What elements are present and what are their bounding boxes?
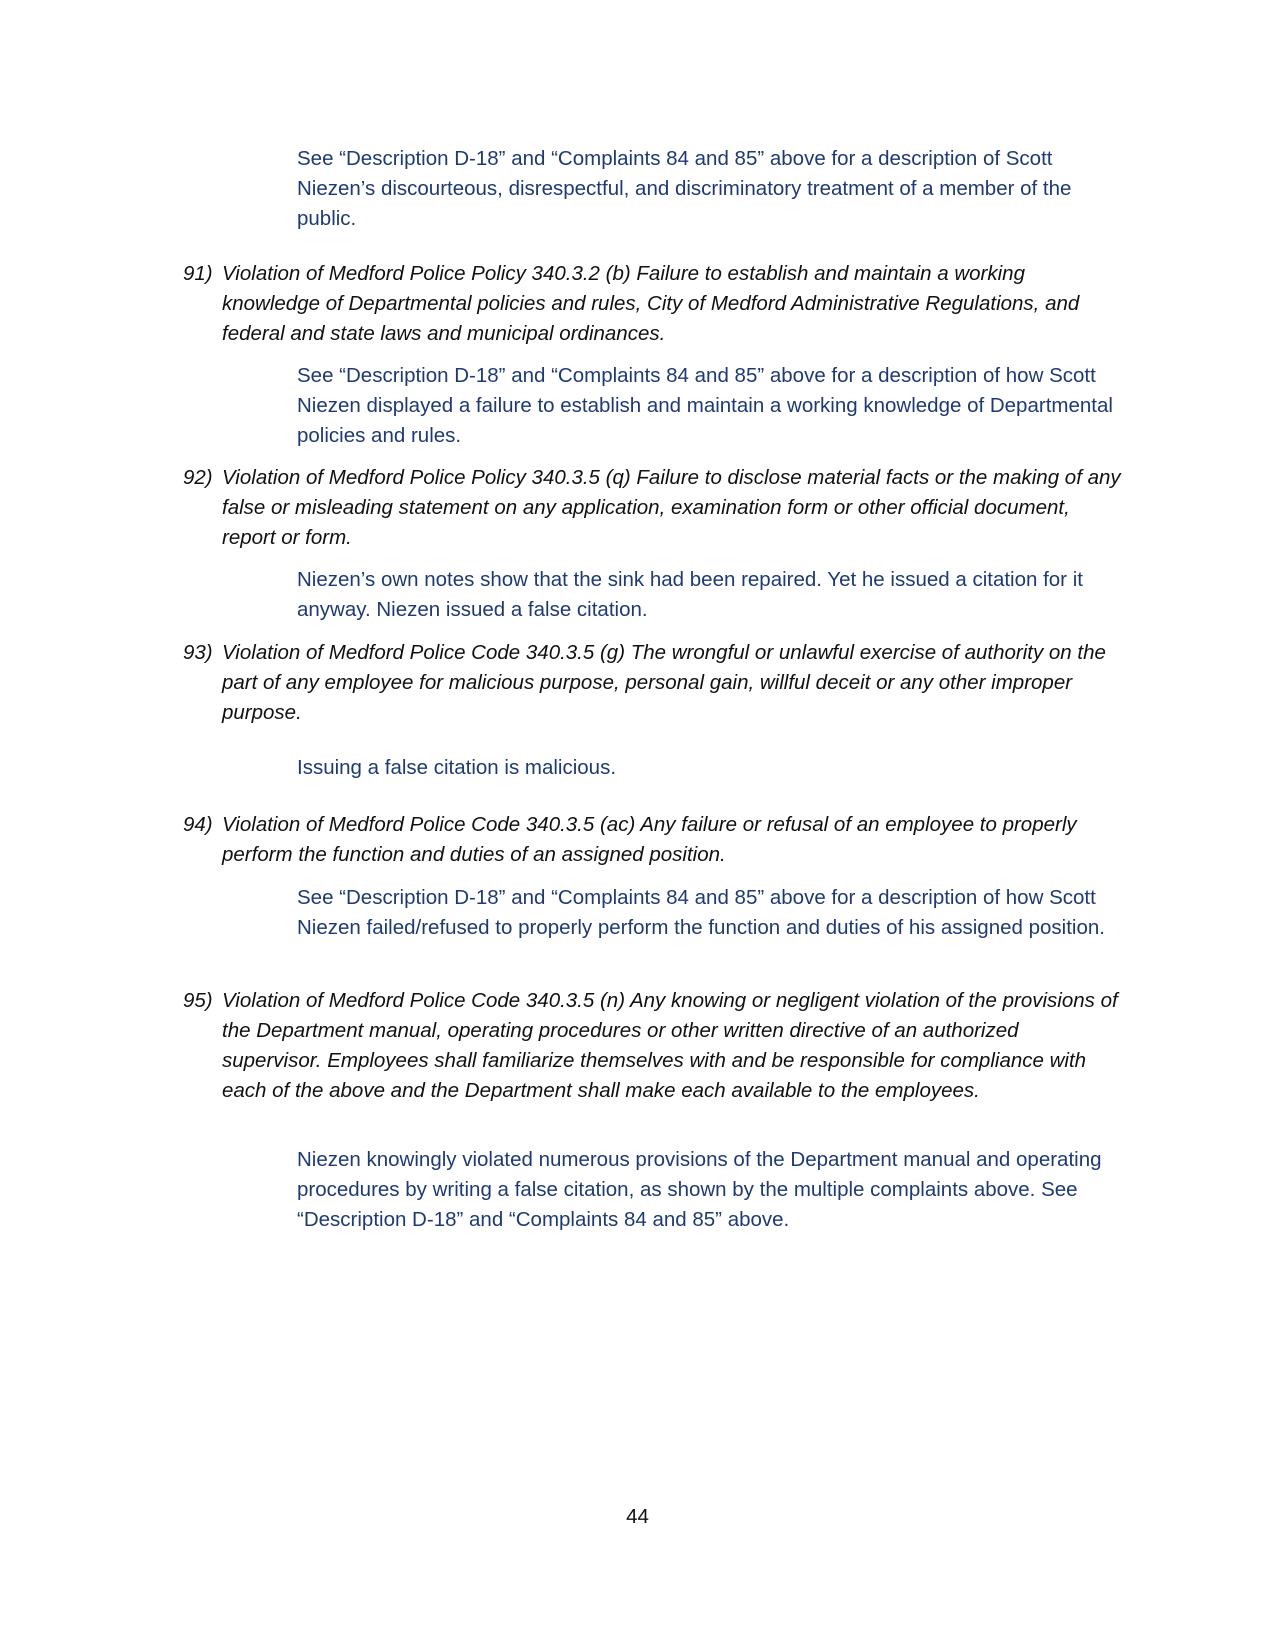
violation-item-92: [183, 463, 1123, 553]
violation-number: 91): [183, 262, 213, 285]
response-paragraph-94: See “Description D-18” and “Complaints 84 and 85” above for a description of how Scott Niezen failed/refused to properly perform the function and duties of his assigned position.: [297, 886, 1105, 939]
response-paragraph-92: Niezen’s own notes show that the sink had been repaired. Yet he issued a citation for it anyway. Niezen issued a false citation.: [297, 568, 1083, 621]
violation-text: Violation of Medford Police Code 340.3.5 (n) Any knowing or negligent violation of the provisions of the Department manual, operating procedures or other written directive of an authorized supervisor. Employees shall familiarize themselves with and be responsible for compliance with each of the above and the Department shall make each available to the employees.: [222, 989, 1118, 1102]
violation-item-94: [183, 810, 1123, 870]
page-number: 44: [626, 1505, 649, 1528]
response-paragraph-95: Niezen knowingly violated numerous provisions of the Department manual and operating procedures by writing a false citation, as shown by the multiple complaints above. See “Description D-18” and “Complaints 84 and 85” above.: [297, 1148, 1102, 1231]
violation-number: 92): [183, 466, 213, 489]
violation-number: 95): [183, 989, 213, 1012]
response-paragraph-91: See “Description D-18” and “Complaints 84 and 85” above for a description of how Scott Niezen displayed a failure to establish and maintain a working knowledge of Departmental policies and rules.: [297, 364, 1113, 447]
response-paragraph-90: See “Description D-18” and “Complaints 84 and 85” above for a description of Scott Niezen’s discourteous, disrespectful, and discriminatory treatment of a member of the public.: [297, 147, 1072, 230]
violation-text: Violation of Medford Police Code 340.3.5 (g) The wrongful or unlawful exercise of authority on the part of any employee for malicious purpose, personal gain, willful deceit or any other improper purpose.: [222, 641, 1106, 724]
violation-text: Violation of Medford Police Code 340.3.5 (ac) Any failure or refusal of an employee to properly perform the function and duties of an assigned position.: [222, 813, 1077, 866]
violation-number: 94): [183, 813, 213, 836]
violation-item-95: [183, 986, 1123, 1106]
violation-item-93: [183, 638, 1123, 728]
response-paragraph-93: Issuing a false citation is malicious.: [297, 756, 617, 779]
violation-text: Violation of Medford Police Policy 340.3.5 (q) Failure to disclose material facts or the making of any false or misleading statement on any application, examination form or other official document, report or form.: [222, 466, 1121, 549]
violation-item-91: [183, 259, 1123, 349]
violation-number: 93): [183, 641, 213, 664]
violation-text: Violation of Medford Police Policy 340.3.2 (b) Failure to establish and maintain a working knowledge of Departmental policies and rules, City of Medford Administrative Regulations, and federal and state laws and municipal ordinances.: [222, 262, 1080, 345]
